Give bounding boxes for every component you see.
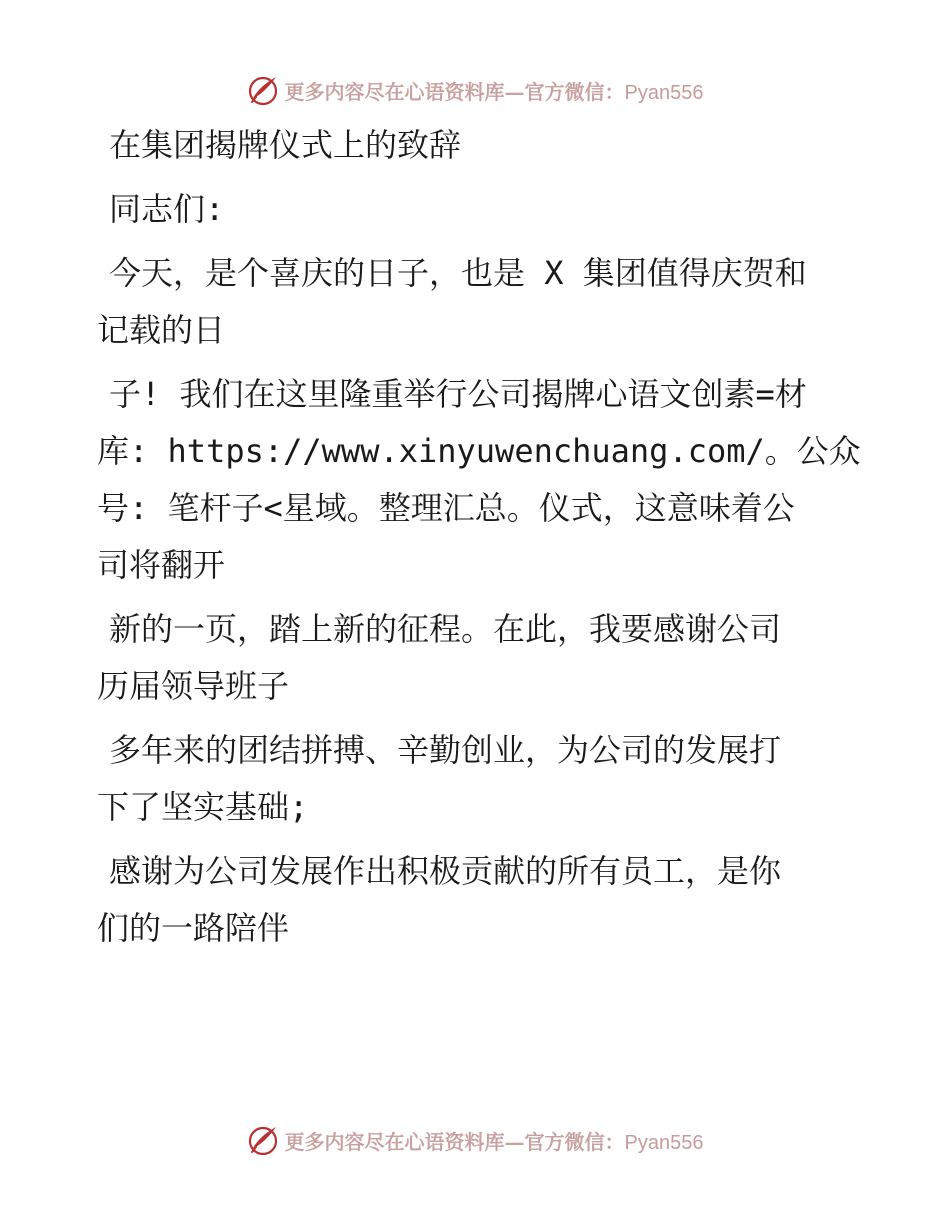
paragraph-line: 感谢为公司发展作出积极贡献的所有员工，是你 — [109, 852, 782, 890]
header-banner — [0, 70, 950, 110]
paragraph-line: 司将翻开 — [97, 546, 226, 584]
paragraph-line: 新的一页，踏上新的征程。在此，我要感谢公司 — [109, 610, 782, 648]
paragraph-line: 子! 我们在这里隆重举行公司揭牌心语文创素=材 — [109, 375, 807, 413]
paragraph-line: 们的一路陪伴 — [97, 909, 290, 947]
paragraph-line: 记载的日 — [97, 311, 226, 349]
footer-banner — [0, 1120, 950, 1160]
paragraph-line: 下了坚实基础; — [97, 788, 309, 826]
paragraph-line: 号: 笔杆子<星域。整理汇总。仪式，这意味着公 — [97, 489, 795, 527]
paragraph-line: 今天，是个喜庆的日子，也是 X 集团值得庆贺和 — [109, 254, 807, 292]
feather-pen-logo-icon — [247, 74, 279, 106]
footer-banner-text: 更多内容尽在心语资料库—官方微信：Pyan556 — [284, 1129, 704, 1154]
header-banner-text: 更多内容尽在心语资料库—官方微信：Pyan556 — [284, 79, 704, 104]
document-title: 在集团揭牌仪式上的致辞 — [109, 126, 462, 164]
document-body — [97, 120, 861, 953]
salutation: 同志们: — [109, 190, 225, 228]
feather-pen-logo-icon — [247, 1124, 279, 1156]
footer-banner-handle: Pyan556 — [624, 1131, 704, 1154]
paragraph-line: 库: https://www.xinyuwenchuang.com/。公众 — [97, 432, 861, 470]
paragraph-line: 多年来的团结拼搏、辛勤创业，为公司的发展打 — [109, 731, 782, 769]
header-banner-handle: Pyan556 — [624, 81, 704, 104]
paragraph-line: 历届领导班子 — [97, 667, 290, 705]
